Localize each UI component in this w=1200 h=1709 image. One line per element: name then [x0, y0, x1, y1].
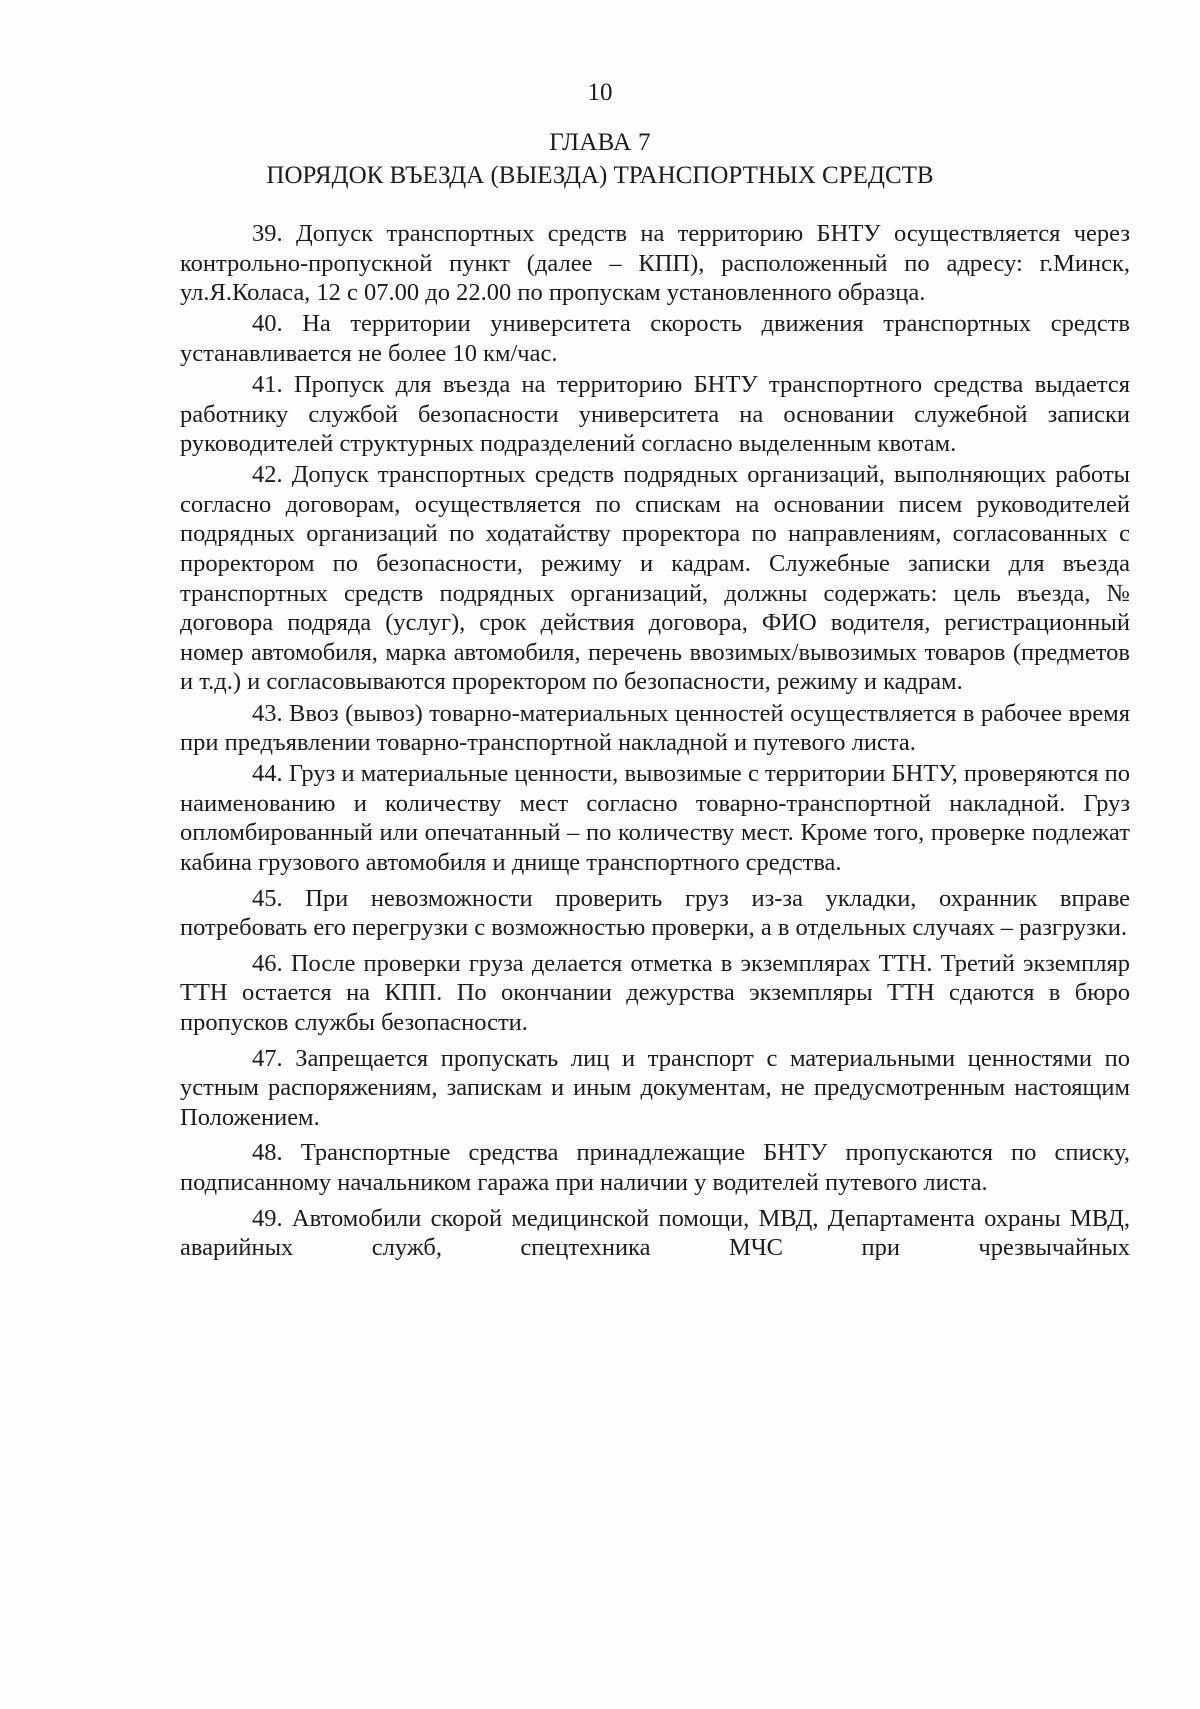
- document-body: [180, 219, 1130, 1264]
- paragraph-text: Автомобили скорой медицинской помощи, МВД, Департамента охраны МВД, аварийных служб, спецтехника МЧС при чрезвычайных: [180, 1204, 1131, 1262]
- paragraph-text: Допуск транспортных средств подрядных организаций, выполняющих работы согласно договорам, осуществляется по спискам на основании писем руководителей подрядных организаций по ходатайству проректора по направлениям, согласованных с проректором по безопасности, режиму и кадрам. Служебные записки для въезда транспортных средств подрядных организаций, должны содержать: цель въезда, № договора подряда (услуг), срок действия договора, ФИО водителя, регистрационный номер автомобиля, марка автомобиля, перечень ввозимых/вывозимых товаров (предметов и т.д.) и согласовываются проректором по безопасности, режиму и кадрам.: [180, 461, 1131, 696]
- paragraph-49: [180, 1204, 1130, 1263]
- paragraph-number: 43.: [252, 699, 283, 727]
- paragraph-number: 41.: [252, 370, 283, 398]
- paragraph-46: [180, 949, 1130, 1038]
- paragraph-text: При невозможности проверить груз из-за укладки, охранник вправе потребовать его перегрузки с возможностью проверки, а в отдельных случаях – разгрузки.: [180, 884, 1130, 942]
- chapter-subtitle: ПОРЯДОК ВЪЕЗДА (ВЫЕЗДА) ТРАНСПОРТНЫХ СРЕДСТВ: [266, 162, 934, 189]
- page-number: 10: [587, 79, 613, 106]
- chapter-title: ГЛАВА 7: [549, 129, 651, 156]
- paragraph-number: 49.: [252, 1204, 283, 1232]
- paragraph-47: [180, 1044, 1130, 1133]
- paragraph-number: 40.: [252, 310, 283, 338]
- paragraph-text: Груз и материальные ценности, вывозимые с территории БНТУ, проверяются по наименованию и количеству мест согласно товарно-транспортной накладной. Груз опломбированный или опечатанный – по количеству мест. Кроме того, проверке подлежат кабина грузового автомобиля и днище транспортного средства.: [180, 760, 1131, 876]
- paragraph-text: Допуск транспортных средств на территорию БНТУ осуществляется через контрольно-пропускной пункт (далее – КПП), расположенный по адресу: г.Минск, ул.Я.Коласа, 12 с 07.00 до 22.00 по пропускам установленного образца.: [180, 220, 1130, 307]
- paragraph-text: Транспортные средства принадлежащие БНТУ пропускаются по списку, подписанному начальником гаража при наличии у водителей путевого листа.: [180, 1139, 1131, 1196]
- paragraph-number: 47.: [252, 1044, 283, 1072]
- paragraph-48: [180, 1138, 1130, 1197]
- paragraph-text: Пропуск для въезда на территорию БНТУ транспортного средства выдается работнику службой безопасности университета на основании служебной записки руководителей структурных подразделений согласно выделенным квотам.: [180, 370, 1130, 458]
- paragraph-41: [180, 370, 1130, 459]
- paragraph-number: 39.: [252, 220, 283, 247]
- paragraph-number: 44.: [252, 760, 283, 788]
- paragraph-45: [180, 884, 1130, 943]
- paragraph-text: Ввоз (вывоз) товарно-материальных ценностей осуществляется в рабочее время при предъявлении товарно-транспортной накладной и путевого листа.: [180, 699, 1130, 757]
- paragraph-number: 42.: [252, 461, 283, 489]
- paragraph-text: На территории университета скорость движения транспортных средств устанавливается не более 10 км/час.: [180, 310, 1130, 367]
- paragraph-39: [180, 219, 1130, 308]
- paragraph-number: 45.: [252, 884, 283, 912]
- paragraph-43: [180, 699, 1130, 758]
- paragraph-44: [180, 759, 1130, 877]
- paragraph-number: 48.: [252, 1139, 283, 1167]
- paragraph-40: [180, 309, 1130, 368]
- paragraph-number: 46.: [252, 949, 283, 977]
- paragraph-text: Запрещается пропускать лиц и транспорт с материальными ценностями по устным распоряжениям, запискам и иным документам, не предусмотренным настоящим Положением.: [180, 1044, 1130, 1131]
- paragraph-text: После проверки груза делается отметка в экземплярах ТТН. Третий экземпляр ТТН остается на КПП. По окончании дежурства экземпляры ТТН сдаются в бюро пропусков службы безопасности.: [180, 949, 1131, 1036]
- paragraph-42: [180, 460, 1130, 697]
